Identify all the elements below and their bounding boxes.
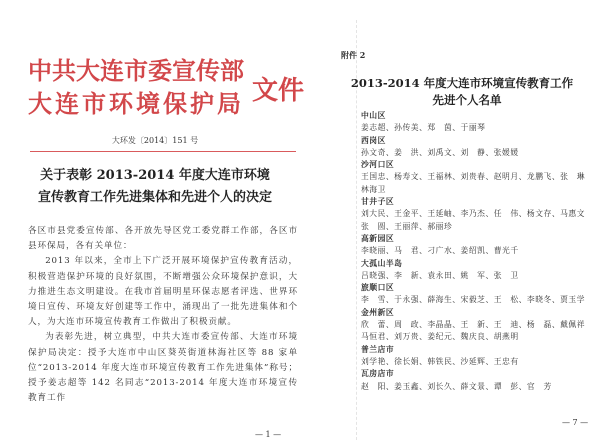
doc-type-label: 文件 [252,76,305,106]
honoree-list [361,110,606,393]
list-title-line-2: 先进个人名单 [432,93,502,107]
page-number: — 7 — [562,418,589,427]
attachment-label: 附件 2 [341,50,366,60]
district-heading: 西岗区 [361,135,386,145]
salutation: 各区市县党委宣传部、各开放先导区党工委党群工作部，各区市县环保局，各有关单位： [28,226,298,252]
honoree-names: 吕晓强、李 新、袁永田、姚 军、张 卫 [361,270,519,280]
district-heading: 瓦房店市 [361,369,395,379]
district-heading: 沙河口区 [361,160,395,170]
red-divider [30,151,296,152]
honoree-names: 姜志超、孙传美、郑 茵、于丽琴 [361,123,486,133]
district-heading: 金州新区 [361,307,395,317]
honoree-names: 王国忠、杨寿文、王福林、刘贵春、赵明月、龙鹏飞、张 琳 [361,172,586,182]
honoree-names: 李晓丽、马 君、刁广水、姜绍凯、曹光千 [361,246,519,256]
honoree-names: 孙文奇、姜 洪、刘禹文、刘 静、张媛媛 [361,147,519,157]
list-title [310,75,614,109]
district-heading: 高新园区 [361,233,395,243]
district-heading: 甘井子区 [361,197,395,207]
honoree-names: 赵 阳、姜玉鑫、刘长久、薛文景、谭 彭、官 芳 [361,381,552,391]
document-page-7 [310,0,614,448]
letterhead [28,55,250,121]
district-heading: 中山区 [361,111,386,120]
title-line-1: 关于表彰 2013-2014 年度大连市环境 [40,168,270,183]
title-line-2: 宣传教育工作先进集体和先进个人的决定 [37,190,272,205]
issuer-name-1: 中共大连市委宣传部 [28,57,244,85]
issuer-name-2: 大连市环境保护局 [28,90,244,118]
district-heading: 大孤山半岛 [361,258,403,268]
body-paragraph: 2013 年以来，全市上下广泛开展环境保护宣传教育活动，积极营造保护环境的良好氛围，不断增强公众环境保护意识，大力推进生态文明建设。在我市首届明星环保志愿者评选、世界环境日宣传、环境友好创建等工作中，涌现出了一批先进集体和个人，为大连市环境宣传教育工作做出了积极贡献。 [28,256,298,328]
document-number: 大环发〔2014〕151 号 [111,136,199,145]
honoree-names: 张 圆、王丽萍、郝丽珍 [361,221,453,231]
honoree-names: 刘大民、王金平、王延岫、李乃杰、任 伟、杨文存、马惠文 [361,209,586,219]
list-title-line-1: 2013-2014 年度大连市环境宣传教育工作 [350,76,574,90]
document-body [28,224,298,406]
district-heading: 旅顺口区 [361,283,395,293]
honoree-names: 林海卫 [361,184,386,194]
body-paragraph: 为表彰先进，树立典型，中共大连市委宣传部、大连市环境保护局决定：授予大连市中山区葵英街道林海社区等 88 家单位“2013-2014 年度大连市环境宣传教育工作先进集体”称号；授予姜志超等 142 名同志“2013-2014 年度大连市环境宣传教育工作 [28,332,298,404]
document-title [0,165,310,209]
district-heading: 普兰店市 [361,344,395,354]
page-number: — 1 — [255,430,282,439]
honoree-names: 马恒君、刘万贵、姜纪元、魏庆良、胡燕明 [361,332,519,342]
honoree-names: 欣 蕾、周 政、李晶晶、王 新、王 迪、杨 磊、戴佩祥 [361,320,586,330]
honoree-names: 刘学艳、徐长娟、韩铁民、沙延辉、王忠有 [361,356,519,366]
honoree-names: 李 雪、于永强、薛海生、宋毅芝、王 松、李晓冬、贾玉学 [361,295,586,305]
